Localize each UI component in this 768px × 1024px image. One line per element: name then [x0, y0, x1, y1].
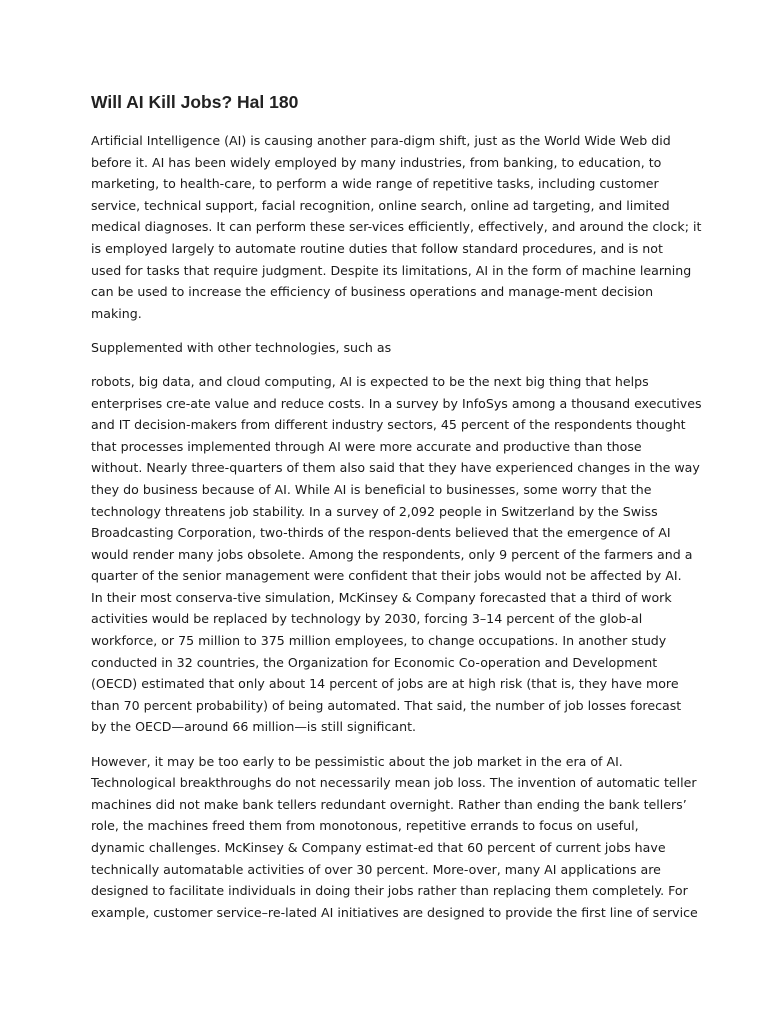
text-line: conducted in 32 countries, the Organization for Economic Co-operation and Development: [91, 654, 658, 670]
text-line: However, it may be too early to be pessimistic about the job market in the era of AI.: [91, 753, 623, 769]
text-line: technology threatens job stability. In a survey of 2,092 people in Switzerland by the Swiss: [91, 503, 658, 519]
text-line: would render many jobs obsolete. Among the respondents, only 9 percent of the farmers and a: [91, 546, 693, 562]
text-line: making.: [91, 305, 142, 321]
text-line: designed to facilitate individuals in doing their jobs rather than replacing them completely. For: [91, 883, 688, 899]
text-line: that processes implemented through AI were more accurate and productive than those: [91, 438, 642, 454]
text-line: Supplemented with other technologies, such as: [91, 339, 392, 355]
text-line: (OECD) estimated that only about 14 percent of jobs are at high risk (that is, they have more: [91, 676, 679, 692]
text-line: they do business because of AI. While AI is beneficial to businesses, some worry that the: [91, 481, 652, 497]
paragraph: [91, 130, 702, 324]
text-line: robots, big data, and cloud computing, AI is expected to be the next big thing that helps: [91, 373, 649, 389]
text-line: role, the machines freed them from monotonous, repetitive errands to focus on useful,: [91, 818, 639, 834]
text-line: and IT decision-makers from different industry sectors, 45 percent of the respondents thought: [91, 417, 686, 433]
text-line: quarter of the senior management were confident that their jobs would not be affected by AI.: [91, 568, 682, 584]
text-line: Artificial Intelligence (AI) is causing another para-digm shift, just as the World Wide Web did: [91, 133, 671, 148]
text-line: Technological breakthroughs do not necessarily mean job loss. The invention of automatic teller: [91, 775, 697, 791]
text-line: Broadcasting Corporation, two-thirds of the respon-dents believed that the emergence of AI: [91, 525, 671, 541]
text-line: used for tasks that require judgment. Despite its limitations, AI in the form of machine learning: [91, 262, 692, 278]
document-title: Will AI Kill Jobs? Hal 180: [91, 92, 299, 112]
text-line: activities would be replaced by technology by 2030, forcing 3–14 percent of the glob-al: [91, 611, 643, 627]
text-line: medical diagnoses. It can perform these ser-vices efficiently, effectively, and around the clock; it: [91, 219, 702, 235]
text-line: enterprises cre-ate value and reduce costs. In a survey by InfoSys among a thousand executives: [91, 395, 702, 411]
text-line: without. Nearly three-quarters of them also said that they have experienced changes in the way: [91, 460, 700, 476]
text-line: than 70 percent probability) of being automated. That said, the number of job losses forecast: [91, 697, 682, 713]
text-line: marketing, to health-care, to perform a wide range of repetitive tasks, including customer: [91, 176, 659, 192]
paragraph: [91, 337, 691, 359]
text-line: by the OECD—around 66 million—is still significant.: [91, 719, 417, 735]
text-line: technically automatable activities of over 30 percent. More-over, many AI applications are: [91, 861, 661, 877]
text-line: example, customer service–re-lated AI initiatives are designed to provide the first line of service: [91, 904, 698, 920]
text-line: can be used to increase the efficiency of business operations and manage-ment decision: [91, 284, 654, 300]
text-line: dynamic challenges. McKinsey & Company estimat-ed that 60 percent of current jobs have: [91, 839, 666, 855]
paragraph: [91, 751, 698, 924]
text-line: machines did not make bank tellers redundant overnight. Rather than ending the bank tellers’: [91, 796, 687, 812]
text-line: In their most conserva-tive simulation, McKinsey & Company forecasted that a third of work: [91, 589, 672, 605]
text-line: before it. AI has been widely employed by many industries, from banking, to education, to: [91, 154, 662, 170]
text-line: service, technical support, facial recognition, online search, online ad targeting, and limited: [91, 197, 670, 213]
paragraph: [91, 371, 702, 738]
text-line: is employed largely to automate routine duties that follow standard procedures, and is not: [91, 240, 663, 256]
document-body: [91, 130, 702, 936]
text-line: workforce, or 75 million to 375 million employees, to change occupations. In another study: [91, 633, 667, 649]
